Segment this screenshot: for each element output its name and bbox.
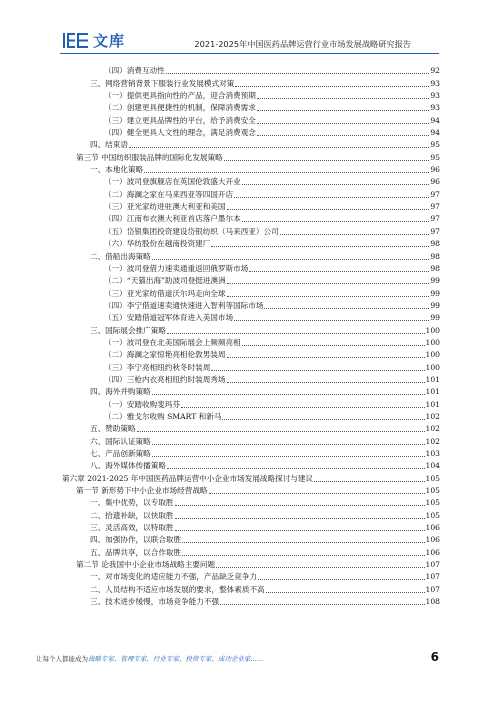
toc-leader-dots — [224, 159, 430, 161]
toc-entry-page: 101 — [425, 387, 440, 397]
toc-entry-label: （一）波司登旗舰店在英国伦敦盛大开业 — [104, 177, 241, 187]
toc-leader-dots — [152, 258, 430, 260]
toc-entry-page: 97 — [430, 202, 440, 212]
toc-entry-label: （二）海澜之家惊艳亮相伦敦男装周 — [104, 350, 226, 360]
toc-entry[interactable] — [62, 459, 440, 471]
toc-entry[interactable] — [62, 447, 440, 459]
toc-entry-page: 101 — [425, 399, 440, 409]
toc-leader-dots — [167, 467, 425, 469]
toc-entry[interactable] — [62, 348, 440, 360]
toc-entry[interactable] — [62, 311, 440, 323]
header-divider — [60, 53, 439, 54]
toc-entry-label: （四）三枪内衣亮相纽约时装周秀场 — [104, 374, 226, 384]
footer-slogan — [36, 654, 264, 663]
toc-leader-dots — [209, 492, 425, 494]
toc-leader-dots — [211, 245, 429, 247]
toc-entry-page: 105 — [425, 498, 440, 508]
toc-entry[interactable] — [62, 471, 440, 483]
toc-entry[interactable] — [62, 224, 440, 236]
toc-entry-label: （二）雅戈尔收购 SMART 和新马 — [104, 411, 222, 421]
toc-entry[interactable] — [62, 76, 440, 88]
toc-leader-dots — [175, 517, 425, 519]
toc-entry[interactable] — [62, 558, 440, 570]
toc-leader-dots — [257, 97, 429, 99]
toc-leader-dots — [166, 72, 430, 74]
toc-leader-dots — [227, 356, 425, 358]
toc-leader-dots — [129, 146, 429, 148]
toc-entry[interactable] — [62, 175, 440, 187]
toc-leader-dots — [216, 566, 424, 568]
toc-entry-label: 三、国际展会推广策略 — [90, 325, 166, 335]
toc-entry-page: 93 — [430, 91, 440, 101]
toc-entry-label: （二）创建更具便捷性的机制，保障消费需求 — [104, 103, 256, 113]
toc-entry-label: 一、集中优势，以专取胜 — [90, 498, 174, 508]
toc-leader-dots — [152, 393, 425, 395]
toc-entry-page: 107 — [425, 572, 440, 582]
toc-entry-label: （四）健全更具人文性的理念，满足消费观念 — [104, 128, 256, 138]
toc-entry[interactable] — [62, 299, 440, 311]
toc-entry[interactable] — [62, 422, 440, 434]
toc-entry[interactable] — [62, 410, 440, 422]
toc-entry[interactable] — [62, 484, 440, 496]
toc-entry-page: 98 — [430, 263, 440, 273]
toc-entry[interactable] — [62, 385, 440, 397]
document-title: 2021-2025年中国医药品牌运营行业市场发展战略研究报告 — [194, 39, 411, 49]
toc-entry-page: 97 — [430, 226, 440, 236]
toc-entry-page: 96 — [430, 165, 440, 175]
toc-entry-page: 94 — [430, 128, 440, 138]
toc-entry[interactable] — [62, 237, 440, 249]
toc-entry[interactable] — [62, 200, 440, 212]
toc-leader-dots — [257, 109, 429, 111]
toc-entry-page: 106 — [425, 535, 440, 545]
toc-entry-page: 100 — [425, 362, 440, 372]
toc-entry-page: 99 — [430, 276, 440, 286]
toc-entry-page: 95 — [430, 140, 440, 150]
page-number: 6 — [430, 650, 439, 664]
footer-slogan-highlight: 战略专家、管理专家、行业专家、投资专家、成功企业家…… — [88, 655, 264, 663]
toc-leader-dots — [211, 369, 424, 371]
toc-entry-label: （四）消费互动性 — [104, 66, 165, 76]
toc-entry-label: （四）江南布衣澳大利亚首店落户墨尔本 — [104, 214, 241, 224]
toc-entry-page: 99 — [430, 313, 440, 323]
toc-entry-page: 99 — [430, 288, 440, 298]
toc-leader-dots — [242, 183, 430, 185]
toc-entry[interactable] — [62, 434, 440, 446]
toc-leader-dots — [152, 443, 425, 445]
toc-entry[interactable] — [62, 163, 440, 175]
toc-entry-label: 三、网络营销背景下服装行业发展模式对策 — [90, 78, 235, 88]
toc-entry-label: 五、赞助策略 — [90, 424, 136, 434]
toc-leader-dots — [314, 480, 424, 482]
toc-entry[interactable] — [62, 582, 440, 594]
toc-leader-dots — [234, 196, 429, 198]
toc-leader-dots — [220, 603, 424, 605]
toc-entry-page: 104 — [425, 461, 440, 471]
toc-entry[interactable] — [62, 150, 440, 162]
toc-entry-label: 四、结束语 — [90, 140, 128, 150]
toc-entry-label: 一、对市场变化的适应能力不强，产品缺乏竞争力 — [90, 572, 258, 582]
toc-entry-label: 第二节 论我国中小企业市场战略主要问题 — [76, 560, 216, 570]
toc-entry-page: 106 — [425, 523, 440, 533]
toc-entry-label: （三）亚光家纺借道沃尔玛走向全球 — [104, 288, 226, 298]
toc-leader-dots — [227, 208, 430, 210]
toc-entry-page: 102 — [425, 411, 440, 421]
toc-leader-dots — [257, 134, 429, 136]
toc-leader-dots — [181, 406, 425, 408]
toc-entry-page: 107 — [425, 584, 440, 594]
toc-entry[interactable] — [62, 286, 440, 298]
toc-entry-label: 二、拾遗补缺，以快取胜 — [90, 510, 174, 520]
toc-entry-label: （六）华纺股份在越南投资建厂 — [104, 239, 211, 249]
toc-entry-page: 100 — [425, 350, 440, 360]
toc-entry-label: （一）提供更具指向性的产品，迎合消费预期 — [104, 91, 256, 101]
toc-entry[interactable] — [62, 360, 440, 372]
toc-entry-page: 99 — [430, 300, 440, 310]
toc-leader-dots — [235, 85, 429, 87]
toc-entry[interactable] — [62, 336, 440, 348]
toc-entry-label: （一）安踏收购斐玛芬 — [104, 399, 180, 409]
toc-entry-label: 七、产品创新策略 — [90, 449, 151, 458]
toc-entry-label: 二、人员结构不适应市场发展的要求，整体素质不高 — [90, 584, 265, 594]
toc-entry[interactable] — [62, 521, 440, 533]
toc-entry-label: （五）岱银集团投资建设岱银纺织（马来西亚）公司 — [104, 226, 279, 236]
toc-entry[interactable] — [62, 138, 440, 150]
toc-entry-page: 96 — [430, 177, 440, 187]
toc-entry-page: 107 — [425, 560, 440, 570]
toc-entry-label: 四、海外并购策略 — [90, 387, 151, 397]
toc-leader-dots — [258, 578, 424, 580]
toc-entry-label: 六、国际认证策略 — [90, 436, 151, 446]
toc-leader-dots — [280, 233, 430, 235]
toc-entry-label: 八、海外媒体传播策略 — [90, 461, 166, 471]
toc-leader-dots — [264, 307, 429, 309]
toc-entry-page: 105 — [425, 486, 440, 496]
toc-entry[interactable] — [62, 274, 440, 286]
toc-entry[interactable] — [62, 64, 440, 76]
toc-entry-page: 102 — [425, 424, 440, 434]
wenku-logo-icon — [62, 32, 90, 49]
table-of-contents — [62, 64, 440, 607]
toc-leader-dots — [227, 381, 425, 383]
toc-entry-label: 三、灵活高效，以特取胜 — [90, 523, 174, 533]
logo-text: 文库 — [93, 31, 126, 50]
toc-entry-label: 四、加强协作，以联合取胜 — [90, 535, 182, 545]
toc-entry[interactable] — [62, 187, 440, 199]
toc-entry-label: 二、借船出海策略 — [90, 251, 151, 261]
toc-entry[interactable] — [62, 373, 440, 385]
toc-leader-dots — [266, 591, 425, 593]
toc-entry[interactable] — [62, 533, 440, 545]
toc-entry-label: （二）“天猫出海”助波司登挺进澳洲 — [104, 276, 226, 286]
toc-entry-label: （二）海澜之家在马来西亚等四国开店 — [104, 189, 234, 199]
toc-entry-label: （五）安踏借道冠军体育进入美国市场 — [104, 313, 234, 323]
toc-leader-dots — [249, 270, 429, 272]
toc-entry[interactable] — [62, 545, 440, 557]
toc-leader-dots — [167, 332, 425, 334]
toc-entry-label: 一、本地化策略 — [90, 165, 144, 175]
wenku-logo — [62, 30, 125, 50]
toc-entry-page: 98 — [430, 251, 440, 261]
toc-leader-dots — [144, 171, 429, 173]
toc-entry-page: 100 — [425, 337, 440, 347]
toc-entry-page: 105 — [425, 473, 440, 483]
toc-leader-dots — [234, 319, 429, 321]
toc-entry[interactable] — [62, 212, 440, 224]
toc-entry[interactable] — [62, 397, 440, 409]
toc-entry-label: （三）建立更具品牌性的平台，给予消费安全 — [104, 115, 256, 125]
toc-entry[interactable] — [62, 101, 440, 113]
toc-entry-page: 108 — [425, 597, 440, 607]
toc-entry-page: 105 — [425, 510, 440, 520]
toc-leader-dots — [242, 220, 430, 222]
toc-leader-dots — [222, 418, 424, 420]
toc-entry-page: 103 — [425, 449, 440, 458]
toc-entry-page: 95 — [430, 152, 440, 162]
toc-entry[interactable] — [62, 496, 440, 508]
toc-entry-page: 98 — [430, 239, 440, 249]
toc-entry[interactable] — [62, 570, 440, 582]
toc-entry-label: （一）波司登在北美国际展会上频频亮相 — [104, 337, 241, 347]
toc-entry[interactable] — [62, 323, 440, 335]
toc-leader-dots — [175, 504, 425, 506]
page-footer — [36, 650, 439, 672]
toc-entry-page: 101 — [425, 374, 440, 384]
toc-entry-page: 97 — [430, 189, 440, 199]
toc-entry-label: （三）李宁亮相纽约秋冬时装周 — [104, 362, 211, 372]
footer-slogan-prefix: 让每个人都能成为 — [36, 655, 88, 663]
toc-entry-page: 93 — [430, 103, 440, 113]
toc-entry-label: 第六章 2021-2025 年中国医药品牌运营中小企业市场发展战略探讨与建议 — [62, 473, 314, 483]
toc-entry-page: 97 — [430, 214, 440, 224]
toc-entry-label: 第三节 中国纺织服装品牌的国际化发展策略 — [76, 152, 223, 162]
toc-leader-dots — [227, 295, 430, 297]
page-header — [0, 0, 499, 56]
toc-entry-label: 三、技术进步缓慢，市场竞争能力不强 — [90, 597, 220, 607]
toc-entry[interactable] — [62, 595, 440, 607]
toc-entry[interactable] — [62, 89, 440, 101]
toc-entry[interactable] — [62, 126, 440, 138]
toc-entry-label: （一）波司登借力速卖通重返回俄罗斯市场 — [104, 263, 249, 273]
toc-entry-label: 第一节 新形势下中小企业市场经营战略 — [76, 486, 208, 496]
toc-entry-page: 94 — [430, 115, 440, 125]
toc-entry-page: 100 — [425, 325, 440, 335]
toc-leader-dots — [257, 122, 429, 124]
toc-entry-label: （四）李宁借道速卖通快速进入智利等国际市场 — [104, 300, 264, 310]
toc-entry-page: 92 — [430, 66, 440, 76]
toc-entry-page: 93 — [430, 78, 440, 88]
toc-entry-page: 106 — [425, 547, 440, 557]
toc-entry[interactable] — [62, 262, 440, 274]
toc-entry[interactable] — [62, 508, 440, 520]
toc-leader-dots — [182, 554, 424, 556]
toc-entry-label: 五、品牌共享，以合作取胜 — [90, 547, 182, 557]
toc-entry-page: 102 — [425, 436, 440, 446]
toc-leader-dots — [227, 282, 430, 284]
toc-leader-dots — [182, 541, 424, 543]
toc-entry[interactable] — [62, 113, 440, 125]
toc-leader-dots — [152, 455, 425, 457]
toc-leader-dots — [137, 430, 425, 432]
toc-entry-label: （三）亚光家纺进驻澳大利亚和美国 — [104, 202, 226, 212]
toc-leader-dots — [242, 344, 425, 346]
toc-entry[interactable] — [62, 249, 440, 261]
toc-leader-dots — [175, 529, 425, 531]
